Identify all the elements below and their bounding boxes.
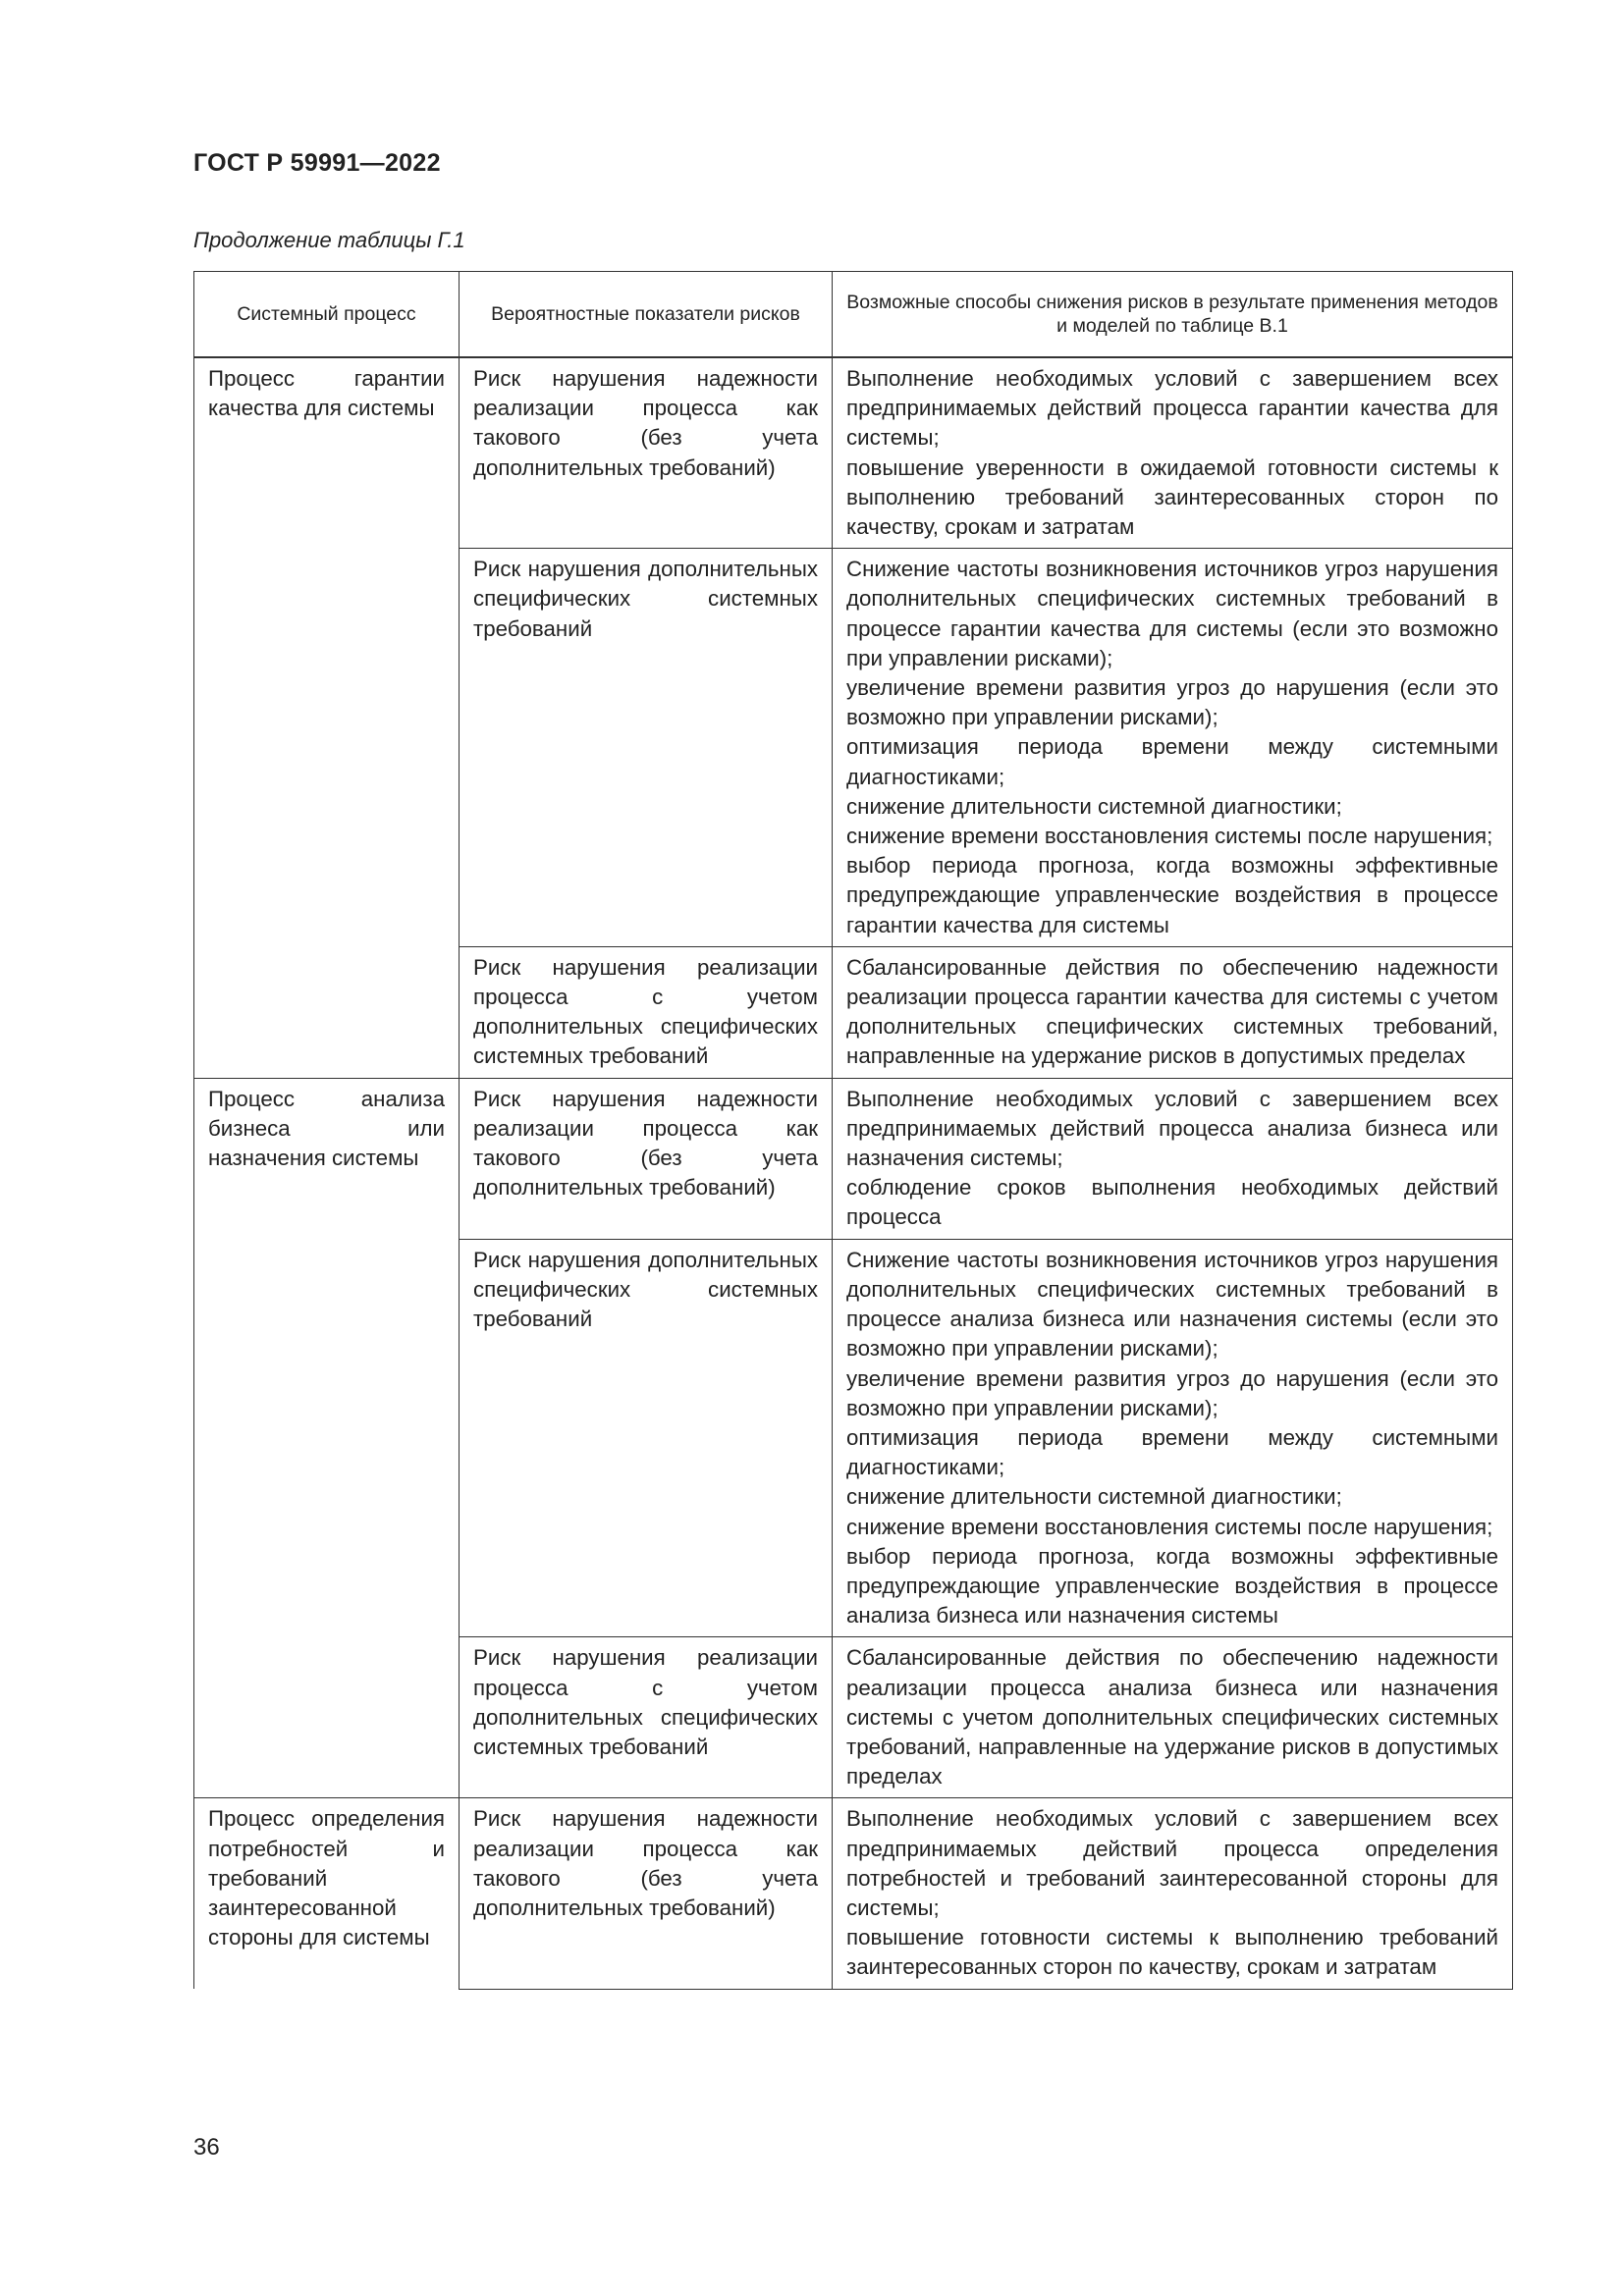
table-row — [194, 1798, 1513, 1989]
mitigation-cell: Выполнение необходимых условий с завершением всех предпринимаемых действий процесса определения потребностей и требований заинтересованной стороны для системы; повышение готовности системы к выполнению требований заинтересованных сторон по качеству, срокам и затратам — [833, 1798, 1513, 1989]
risk-cell: Риск нарушения реализации процесса с учетом дополнительных специфических системных требований — [460, 1637, 833, 1798]
process-cell: Процесс анализа бизнеса или назначения системы — [194, 1078, 460, 1798]
mitigation-cell: Выполнение необходимых условий с завершением всех предпринимаемых действий процесса гарантии качества для системы; повышение уверенности в ожидаемой готовности системы к выполнению требований заинтересованных сторон по качеству, срокам и затратам — [833, 357, 1513, 549]
mitigation-cell: Снижение частоты возникновения источников угроз нарушения дополнительных специфических системных требований в процессе гарантии качества для системы (если это возможно при управлении рисками); увеличение времени развития угроз до нарушения (если это возможно при управлении рисками); оптимизация периода времени между системными диагностиками; снижение длительности системной диагностики; снижение времени восстановления системы после нарушения; выбор периода прогноза, когда возможны эффективные предупреждающие управленческие воздействия в процессе гарантии качества для системы — [833, 549, 1513, 947]
page-number: 36 — [193, 2134, 220, 2161]
risk-cell: Риск нарушения надежности реализации процесса как такового (без учета дополнительных требований) — [460, 357, 833, 549]
process-cell: Процесс гарантии качества для системы — [194, 357, 460, 1078]
risk-cell: Риск нарушения реализации процесса с учетом дополнительных специфических системных требований — [460, 946, 833, 1078]
column-header-risk: Вероятностные показатели рисков — [460, 272, 833, 358]
mitigation-cell: Сбалансированные действия по обеспечению надежности реализации процесса анализа бизнеса или назначения системы с учетом дополнительных специфических системных требований, направленные на удержание рисков в допустимых пределах — [833, 1637, 1513, 1798]
table-body — [194, 357, 1513, 1989]
table-row — [194, 357, 1513, 549]
column-header-process: Системный процесс — [194, 272, 460, 358]
mitigation-cell: Снижение частоты возникновения источников угроз нарушения дополнительных специфических системных требований в процессе анализа бизнеса или назначения системы (если это возможно при управлении рисками); увеличение времени развития угроз до нарушения (если это возможно при управлении рисками); оптимизация периода времени между системными диагностиками; снижение длительности системной диагностики; снижение времени восстановления системы после нарушения; выбор периода прогноза, когда возможны эффективные предупреждающие управленческие воздействия в процессе анализа бизнеса или назначения системы — [833, 1239, 1513, 1637]
mitigation-cell: Выполнение необходимых условий с завершением всех предпринимаемых действий процесса анализа бизнеса или назначения системы; соблюдение сроков выполнения необходимых действий процесса — [833, 1078, 1513, 1239]
risk-cell: Риск нарушения дополнительных специфических системных требований — [460, 1239, 833, 1637]
table-header-row — [194, 272, 1513, 358]
risk-cell: Риск нарушения надежности реализации процесса как такового (без учета дополнительных требований) — [460, 1078, 833, 1239]
risk-cell: Риск нарушения дополнительных специфических системных требований — [460, 549, 833, 947]
column-header-ways: Возможные способы снижения рисков в результате применения методов и моделей по таблице В.1 — [833, 272, 1513, 358]
document-header: ГОСТ Р 59991—2022 — [193, 149, 441, 177]
table-row — [194, 1078, 1513, 1239]
process-cell: Процесс определения потребностей и требований заинтересованной стороны для системы — [194, 1798, 460, 1989]
risk-cell: Риск нарушения надежности реализации процесса как такового (без учета дополнительных требований) — [460, 1798, 833, 1989]
table-caption: Продолжение таблицы Г.1 — [193, 228, 465, 252]
mitigation-cell: Сбалансированные действия по обеспечению надежности реализации процесса гарантии качества для системы с учетом дополнительных специфических системных требований, направленные на удержание рисков в допустимых пределах — [833, 946, 1513, 1078]
risk-table — [193, 271, 1513, 1990]
